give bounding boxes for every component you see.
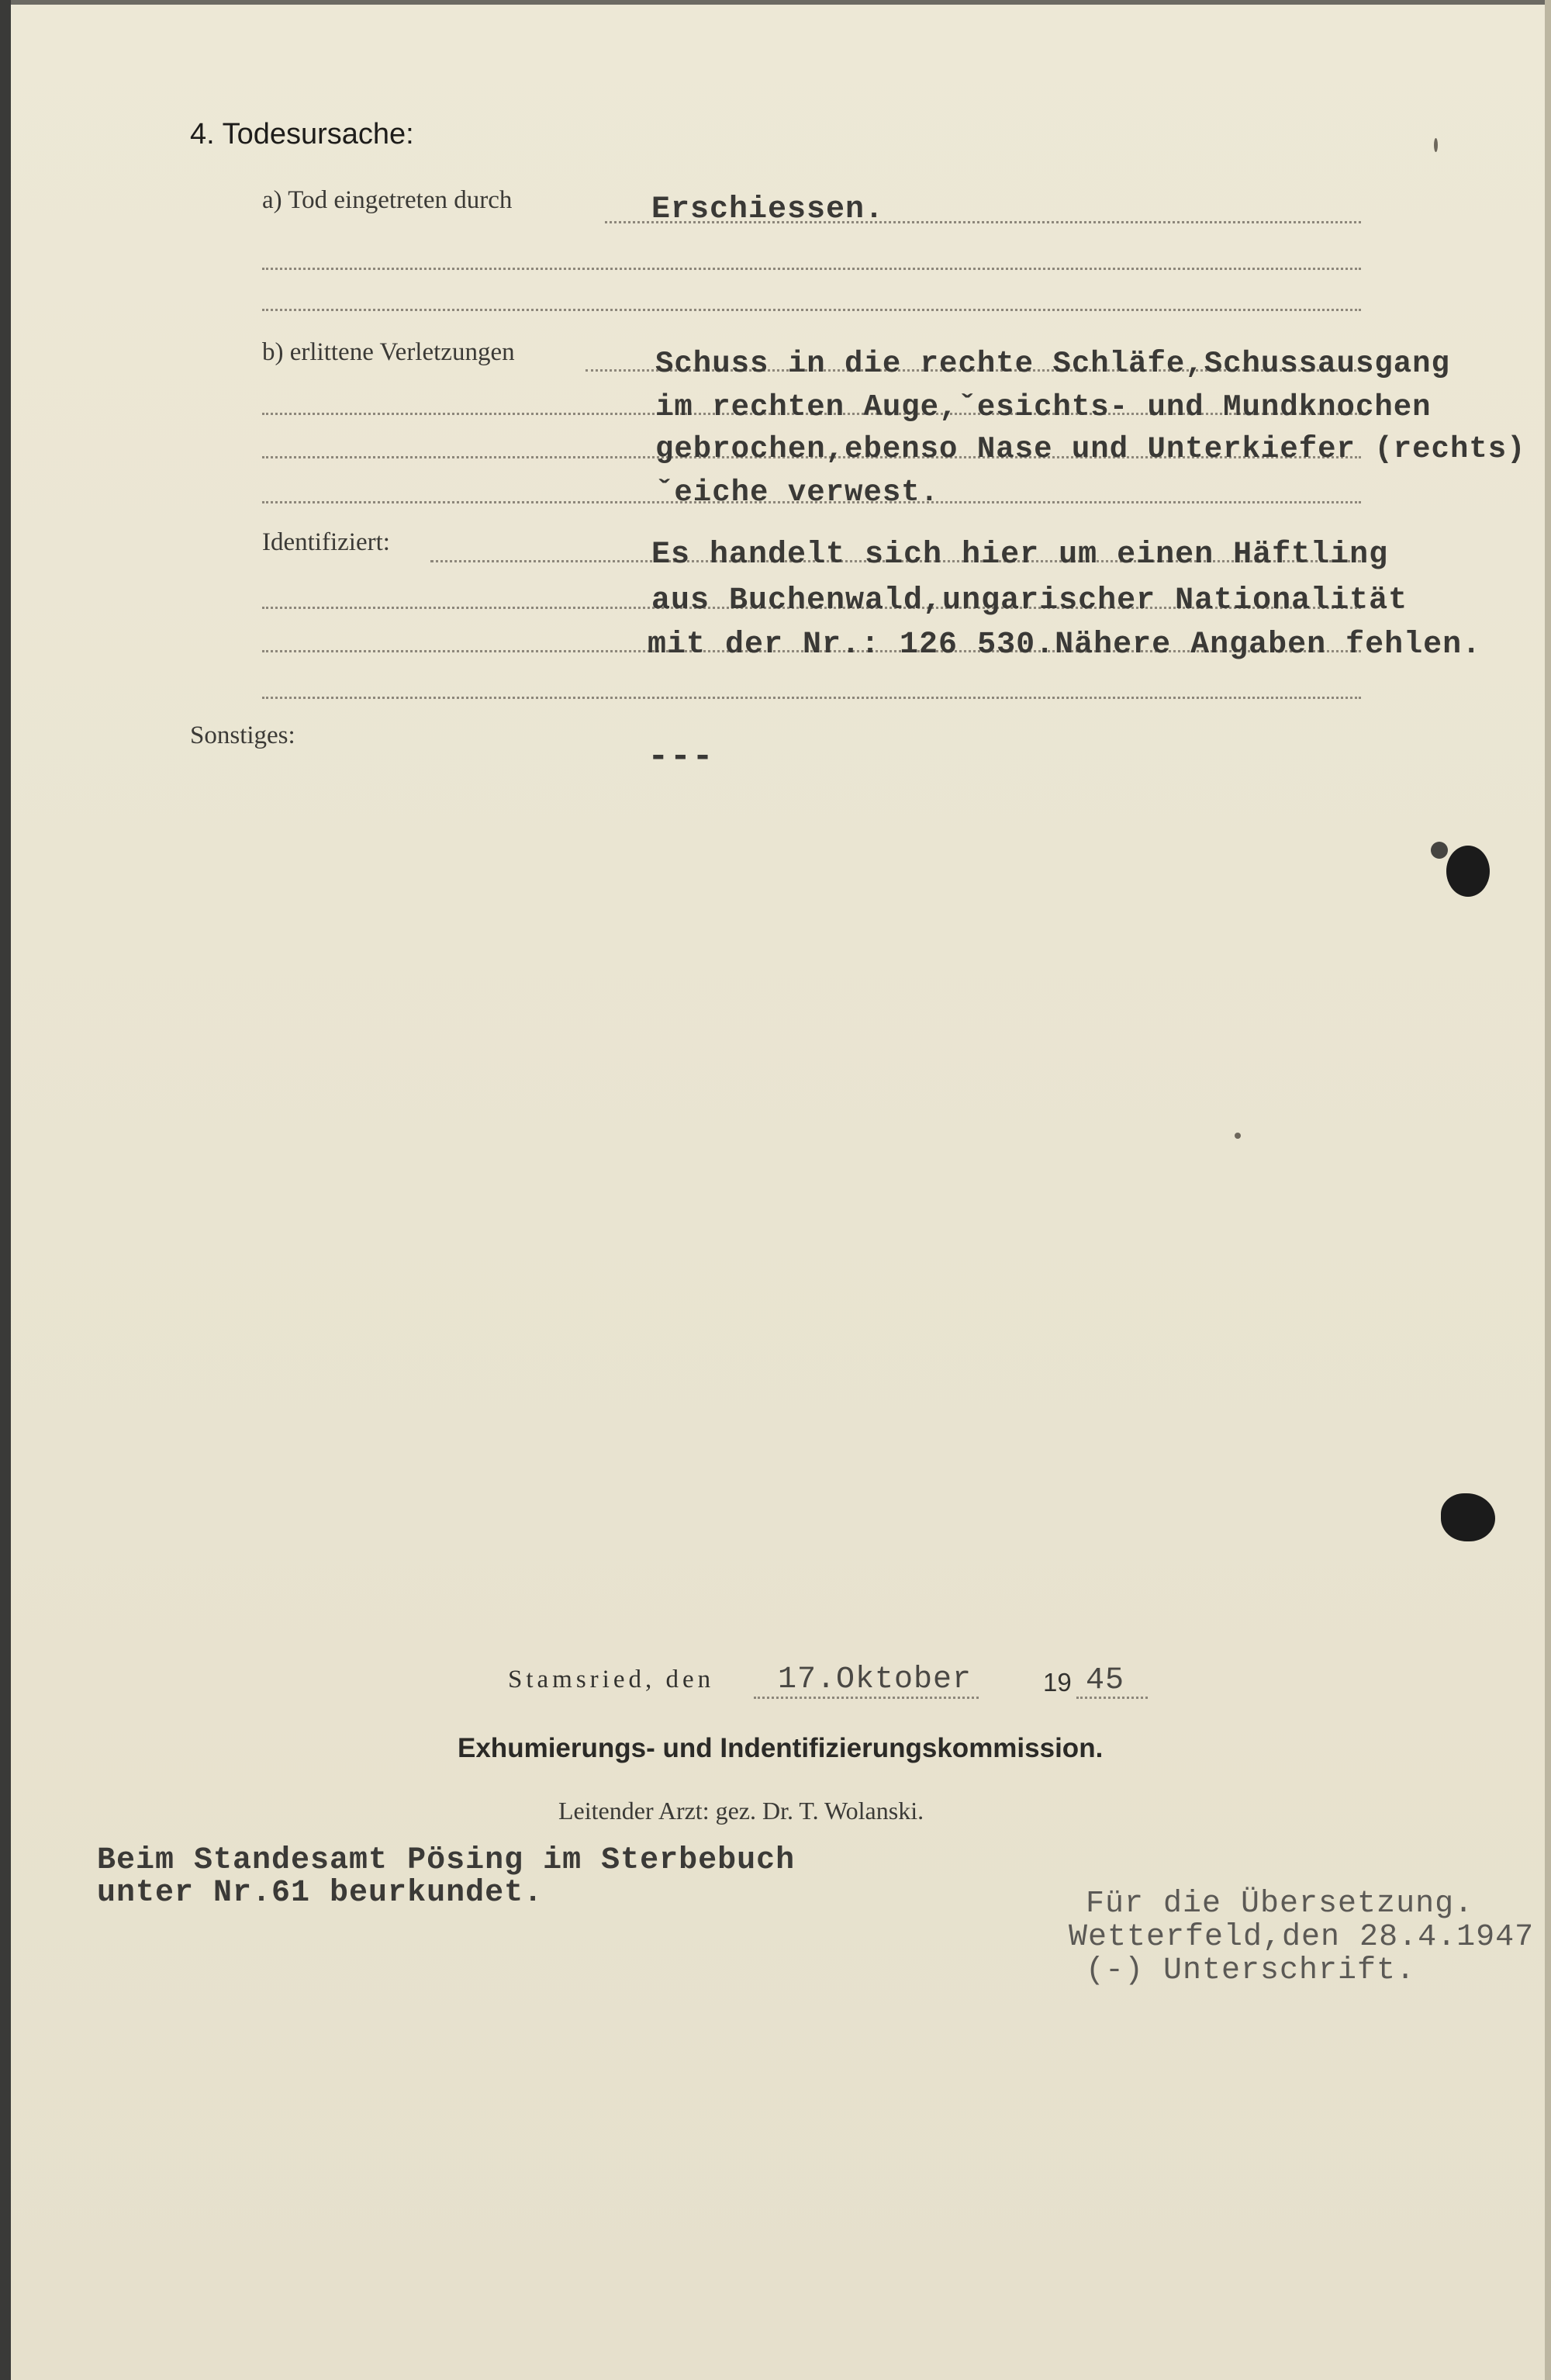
misc-value: --- [648, 737, 714, 777]
injuries-line: im rechten Auge,ˇesichts- und Mundknochen [655, 390, 1432, 424]
translation-note-line: Wetterfeld,den 28.4.1947 [1069, 1920, 1535, 1955]
year-suffix: 45 [1086, 1663, 1125, 1698]
dotted-line [262, 309, 1361, 311]
identified-line: mit der Nr.: 126 530.Nähere Angaben fehlen. [648, 628, 1482, 662]
cause-value: Erschiessen. [651, 192, 885, 227]
identified-line: aus Buchenwald,ungarischer Nationalität [651, 583, 1408, 618]
signer-line: Leitender Arzt: gez. Dr. T. Wolanski. [558, 1797, 924, 1825]
registry-note-line: unter Nr.61 beurkundet. [97, 1876, 544, 1911]
injuries-line: Schuss in die rechte Schläfe,Schussausgang [655, 347, 1450, 381]
identified-line: Es handelt sich hier um einen Häftling [651, 538, 1389, 573]
commission-title: Exhumierungs- und Indentifizierungskommission. [458, 1733, 1104, 1763]
scan-edge-left [0, 0, 11, 2380]
date-value: 17.Oktober [778, 1662, 972, 1697]
identified-label: Identifiziert: [262, 528, 390, 556]
injuries-line: ˇeiche verwest. [655, 476, 940, 510]
scan-edge-right [1545, 0, 1551, 2380]
paper-speck [1235, 1133, 1241, 1139]
ink-blot [1446, 846, 1490, 897]
misc-label: Sonstiges: [190, 721, 295, 749]
injuries-line: gebrochen,ebenso Nase und Unterkiefer (rechts) [655, 432, 1526, 466]
paper-speck [1434, 138, 1438, 152]
dotted-line [262, 268, 1361, 270]
dotted-line [262, 697, 1361, 699]
place-label: Stamsried, den [508, 1666, 715, 1693]
registry-note-line: Beim Standesamt Pösing im Sterbebuch [97, 1843, 796, 1878]
translation-note-line: (-) Unterschrift. [1086, 1953, 1416, 1988]
ink-blot [1441, 1493, 1495, 1541]
scan-edge-top [0, 0, 1551, 5]
year-prefix: 19 [1043, 1668, 1072, 1697]
injuries-label: b) erlittene Verletzungen [262, 338, 515, 366]
ink-blot [1431, 842, 1448, 859]
cause-label: a) Tod eingetreten durch [262, 186, 513, 214]
section-heading: 4. Todesursache: [190, 118, 414, 150]
translation-note-line: Für die Übersetzung. [1086, 1887, 1474, 1922]
